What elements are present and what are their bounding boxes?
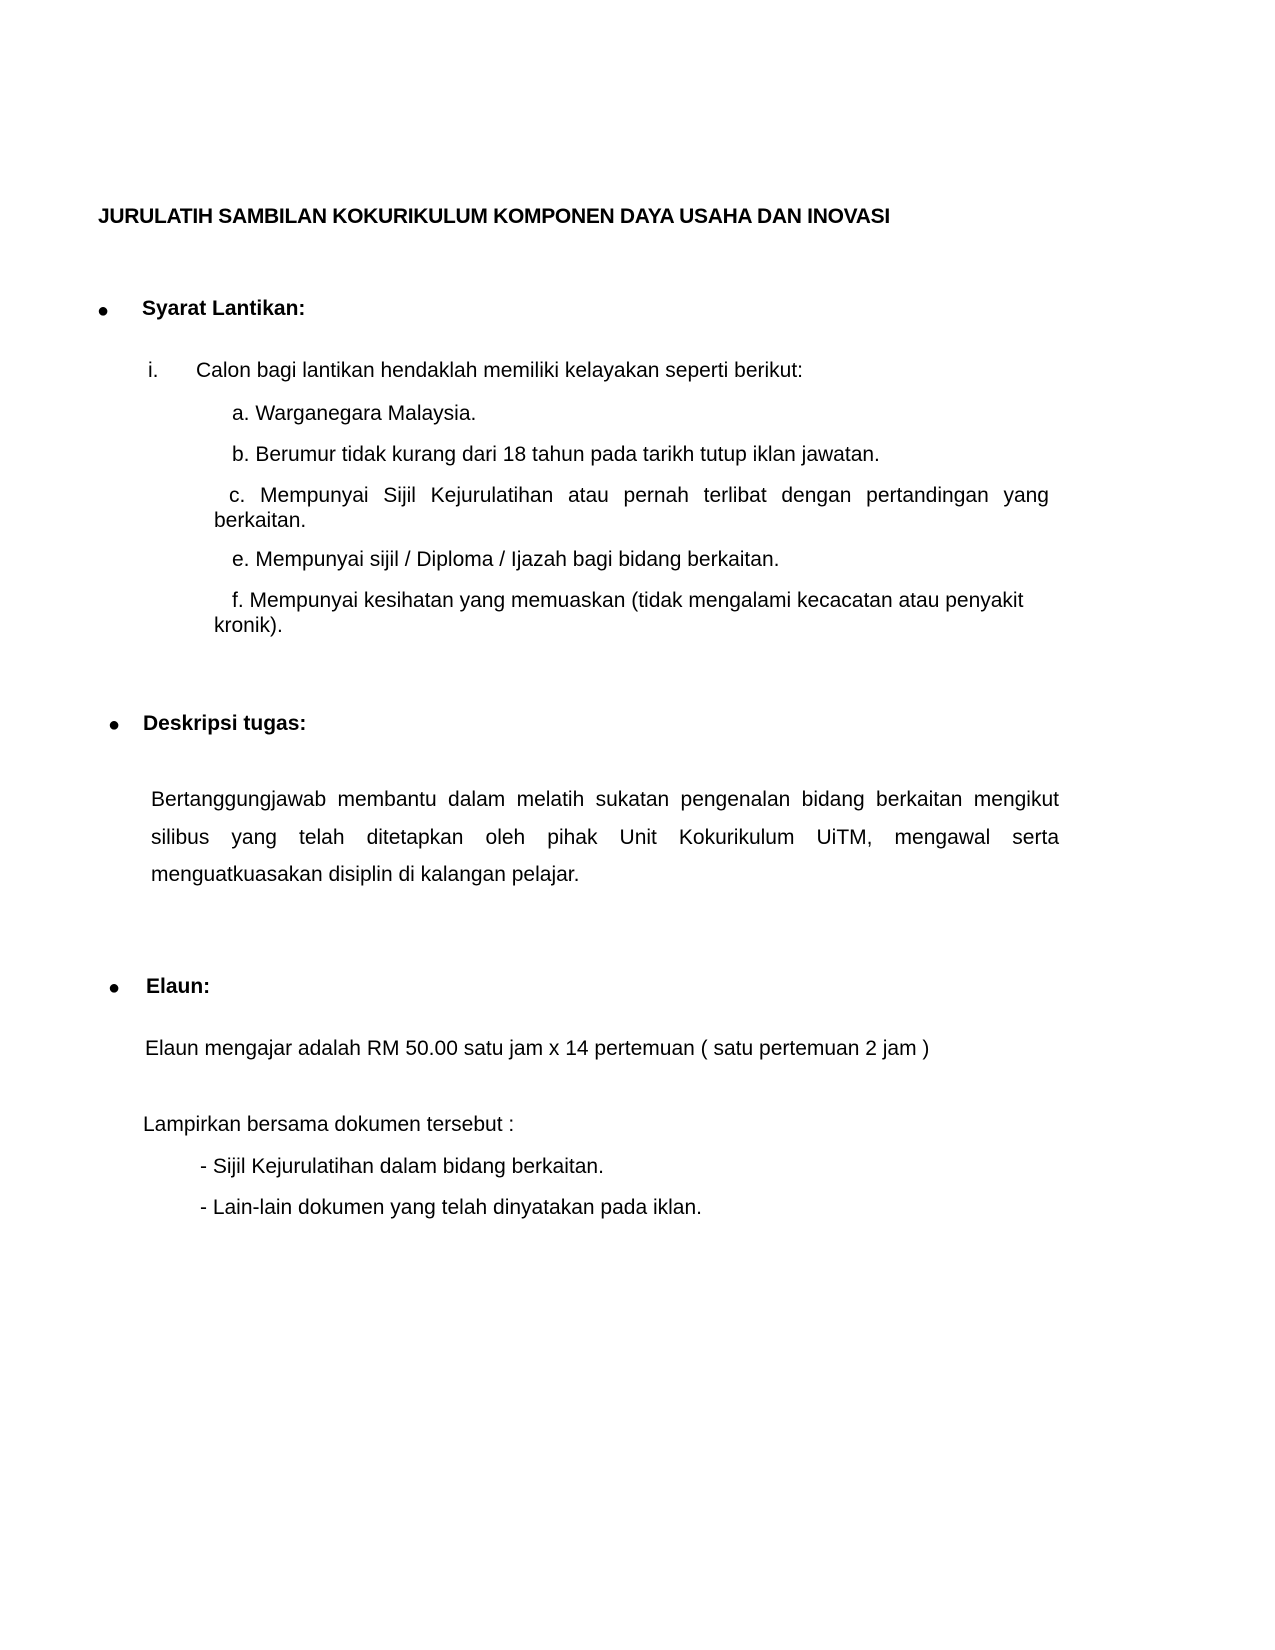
- document-title: JURULATIH SAMBILAN KOKURIKULUM KOMPONEN DAYA USAHA DAN INOVASI: [98, 205, 890, 228]
- bullet-icon: ●: [108, 714, 121, 736]
- section-heading: Syarat Lantikan:: [142, 297, 306, 320]
- criteria-item: a. Warganegara Malaysia.: [232, 402, 477, 425]
- item-text: Calon bagi lantikan hendaklah memiliki kelayakan seperti berikut:: [196, 359, 804, 382]
- attachments-intro: Lampirkan bersama dokumen tersebut :: [143, 1113, 515, 1136]
- item-number: i.: [148, 359, 159, 382]
- attachment-item: - Lain-lain dokumen yang telah dinyatakan pada iklan.: [200, 1196, 703, 1219]
- section-heading: Elaun:: [146, 975, 211, 998]
- bullet-icon: ●: [97, 300, 110, 322]
- section-heading: Deskripsi tugas:: [143, 712, 307, 735]
- criteria-item: e. Mempunyai sijil / Diploma / Ijazah bagi bidang berkaitan.: [232, 548, 780, 571]
- attachment-item: - Sijil Kejurulatihan dalam bidang berkaitan.: [200, 1155, 604, 1178]
- criteria-item: b. Berumur tidak kurang dari 18 tahun pada tarikh tutup iklan jawatan.: [232, 443, 880, 466]
- criteria-item: c. Mempunyai Sijil Kejurulatihan atau pernah terlibat dengan pertandingan yang berkaitan.: [214, 484, 1049, 532]
- criteria-item: f. Mempunyai kesihatan yang memuaskan (tidak mengalami kecacatan atau penyakit kronik).: [214, 589, 1024, 637]
- allowance-text: Elaun mengajar adalah RM 50.00 satu jam x 14 pertemuan ( satu pertemuan 2 jam ): [145, 1037, 930, 1060]
- bullet-icon: ●: [108, 977, 121, 999]
- section-body: Bertanggungjawab membantu dalam melatih sukatan pengenalan bidang berkaitan mengikut silibus yang telah ditetapkan oleh pihak Unit Kokurikulum UiTM, mengawal serta menguatkuasakan disiplin di kalangan pelajar.: [151, 788, 1059, 886]
